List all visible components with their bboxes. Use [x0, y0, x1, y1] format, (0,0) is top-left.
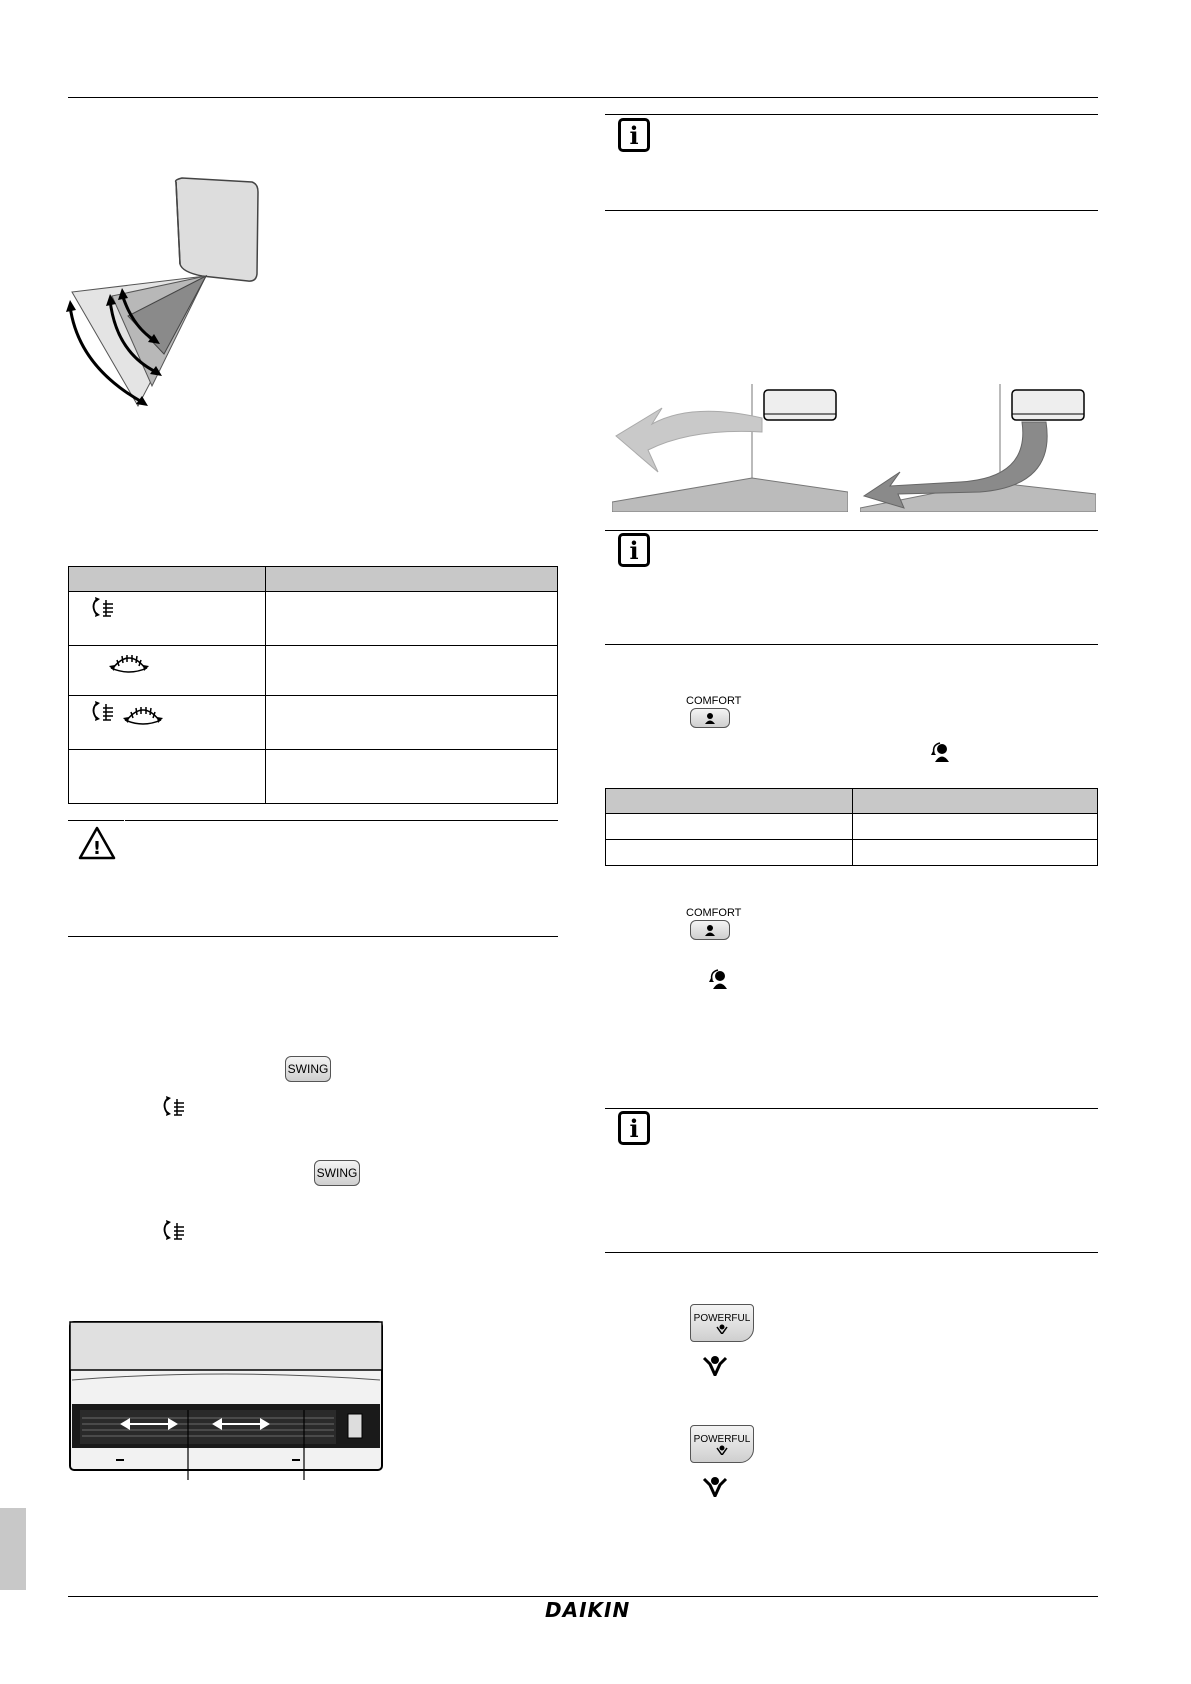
info-top-rule	[605, 1108, 1098, 1109]
horizontal-swing-icon	[107, 650, 151, 674]
floor-airflow-illustration	[860, 382, 1096, 512]
table-cell	[606, 840, 853, 866]
section-side-tab	[0, 1508, 26, 1590]
info-icon-glyph: i	[629, 1113, 639, 1143]
flap-angle-diagram	[52, 176, 272, 410]
vertical-swing-icon	[158, 1219, 188, 1245]
swing-button-label: SWING	[287, 1062, 329, 1076]
header-rule	[68, 97, 1098, 98]
warning-icon	[78, 826, 116, 860]
table-row	[606, 814, 1098, 840]
powerful-button[interactable]	[690, 1304, 754, 1342]
table-cell	[606, 814, 853, 840]
swing-button[interactable]	[314, 1160, 360, 1186]
caution-top-rule	[68, 820, 558, 821]
indoor-unit-front-view	[68, 1320, 388, 1480]
table-cell	[69, 646, 266, 696]
info-top-rule	[605, 530, 1098, 531]
powerful-button-label: POWERFUL	[693, 1433, 751, 1445]
table-row	[69, 592, 558, 646]
table-row	[606, 840, 1098, 866]
comfort-airflow-table	[605, 788, 1098, 866]
vertical-swing-icon	[87, 596, 117, 622]
vertical-swing-icon	[87, 700, 117, 726]
info-icon	[618, 533, 650, 567]
table-cell	[853, 814, 1098, 840]
vertical-swing-icon	[158, 1095, 188, 1121]
comfort-airflow-icon	[708, 968, 730, 990]
caution-bottom-rule	[68, 936, 558, 937]
info-icon-glyph: i	[629, 120, 639, 150]
powerful-button[interactable]	[690, 1425, 754, 1463]
table-cell	[266, 592, 558, 646]
info-icon	[618, 1111, 650, 1145]
info-icon	[618, 118, 650, 152]
table-header-cell	[606, 789, 853, 814]
table-cell	[69, 750, 266, 804]
info-bottom-rule	[605, 1252, 1098, 1253]
info-bottom-rule	[605, 644, 1098, 645]
svg-text:!: !	[92, 838, 102, 859]
comfort-airflow-icon	[703, 923, 717, 937]
powerful-icon	[702, 1475, 728, 1497]
table-header-cell	[853, 789, 1098, 814]
info-top-rule	[605, 114, 1098, 115]
horizontal-swing-icon	[121, 702, 165, 726]
powerful-icon	[716, 1324, 728, 1334]
powerful-icon	[716, 1445, 728, 1455]
table-row	[69, 646, 558, 696]
table-header-row	[69, 567, 558, 592]
swing-mode-table	[68, 566, 558, 804]
table-row	[69, 696, 558, 750]
daikin-logo: DAIKIN	[545, 1598, 631, 1622]
comfort-airflow-icon	[703, 711, 717, 725]
table-header-cell	[69, 567, 266, 592]
caution-divider	[124, 820, 125, 936]
table-row	[69, 750, 558, 804]
comfort-button[interactable]	[690, 708, 730, 728]
comfort-button-label: COMFORT	[686, 907, 742, 919]
powerful-icon	[702, 1354, 728, 1376]
comfort-button[interactable]	[690, 920, 730, 940]
ceiling-airflow-illustration	[612, 382, 848, 512]
info-bottom-rule	[605, 210, 1098, 211]
powerful-button-label: POWERFUL	[693, 1312, 751, 1324]
table-header-cell	[266, 567, 558, 592]
footer-rule	[68, 1596, 1098, 1597]
table-cell	[853, 840, 1098, 866]
table-cell	[69, 592, 266, 646]
table-header-row	[606, 789, 1098, 814]
comfort-button-label: COMFORT	[686, 695, 742, 707]
table-cell	[266, 696, 558, 750]
table-cell	[69, 696, 266, 750]
table-cell	[266, 750, 558, 804]
swing-button[interactable]	[285, 1056, 331, 1082]
comfort-airflow-icon	[930, 741, 952, 763]
swing-button-label: SWING	[316, 1166, 358, 1180]
info-icon-glyph: i	[629, 535, 639, 565]
table-cell	[266, 646, 558, 696]
